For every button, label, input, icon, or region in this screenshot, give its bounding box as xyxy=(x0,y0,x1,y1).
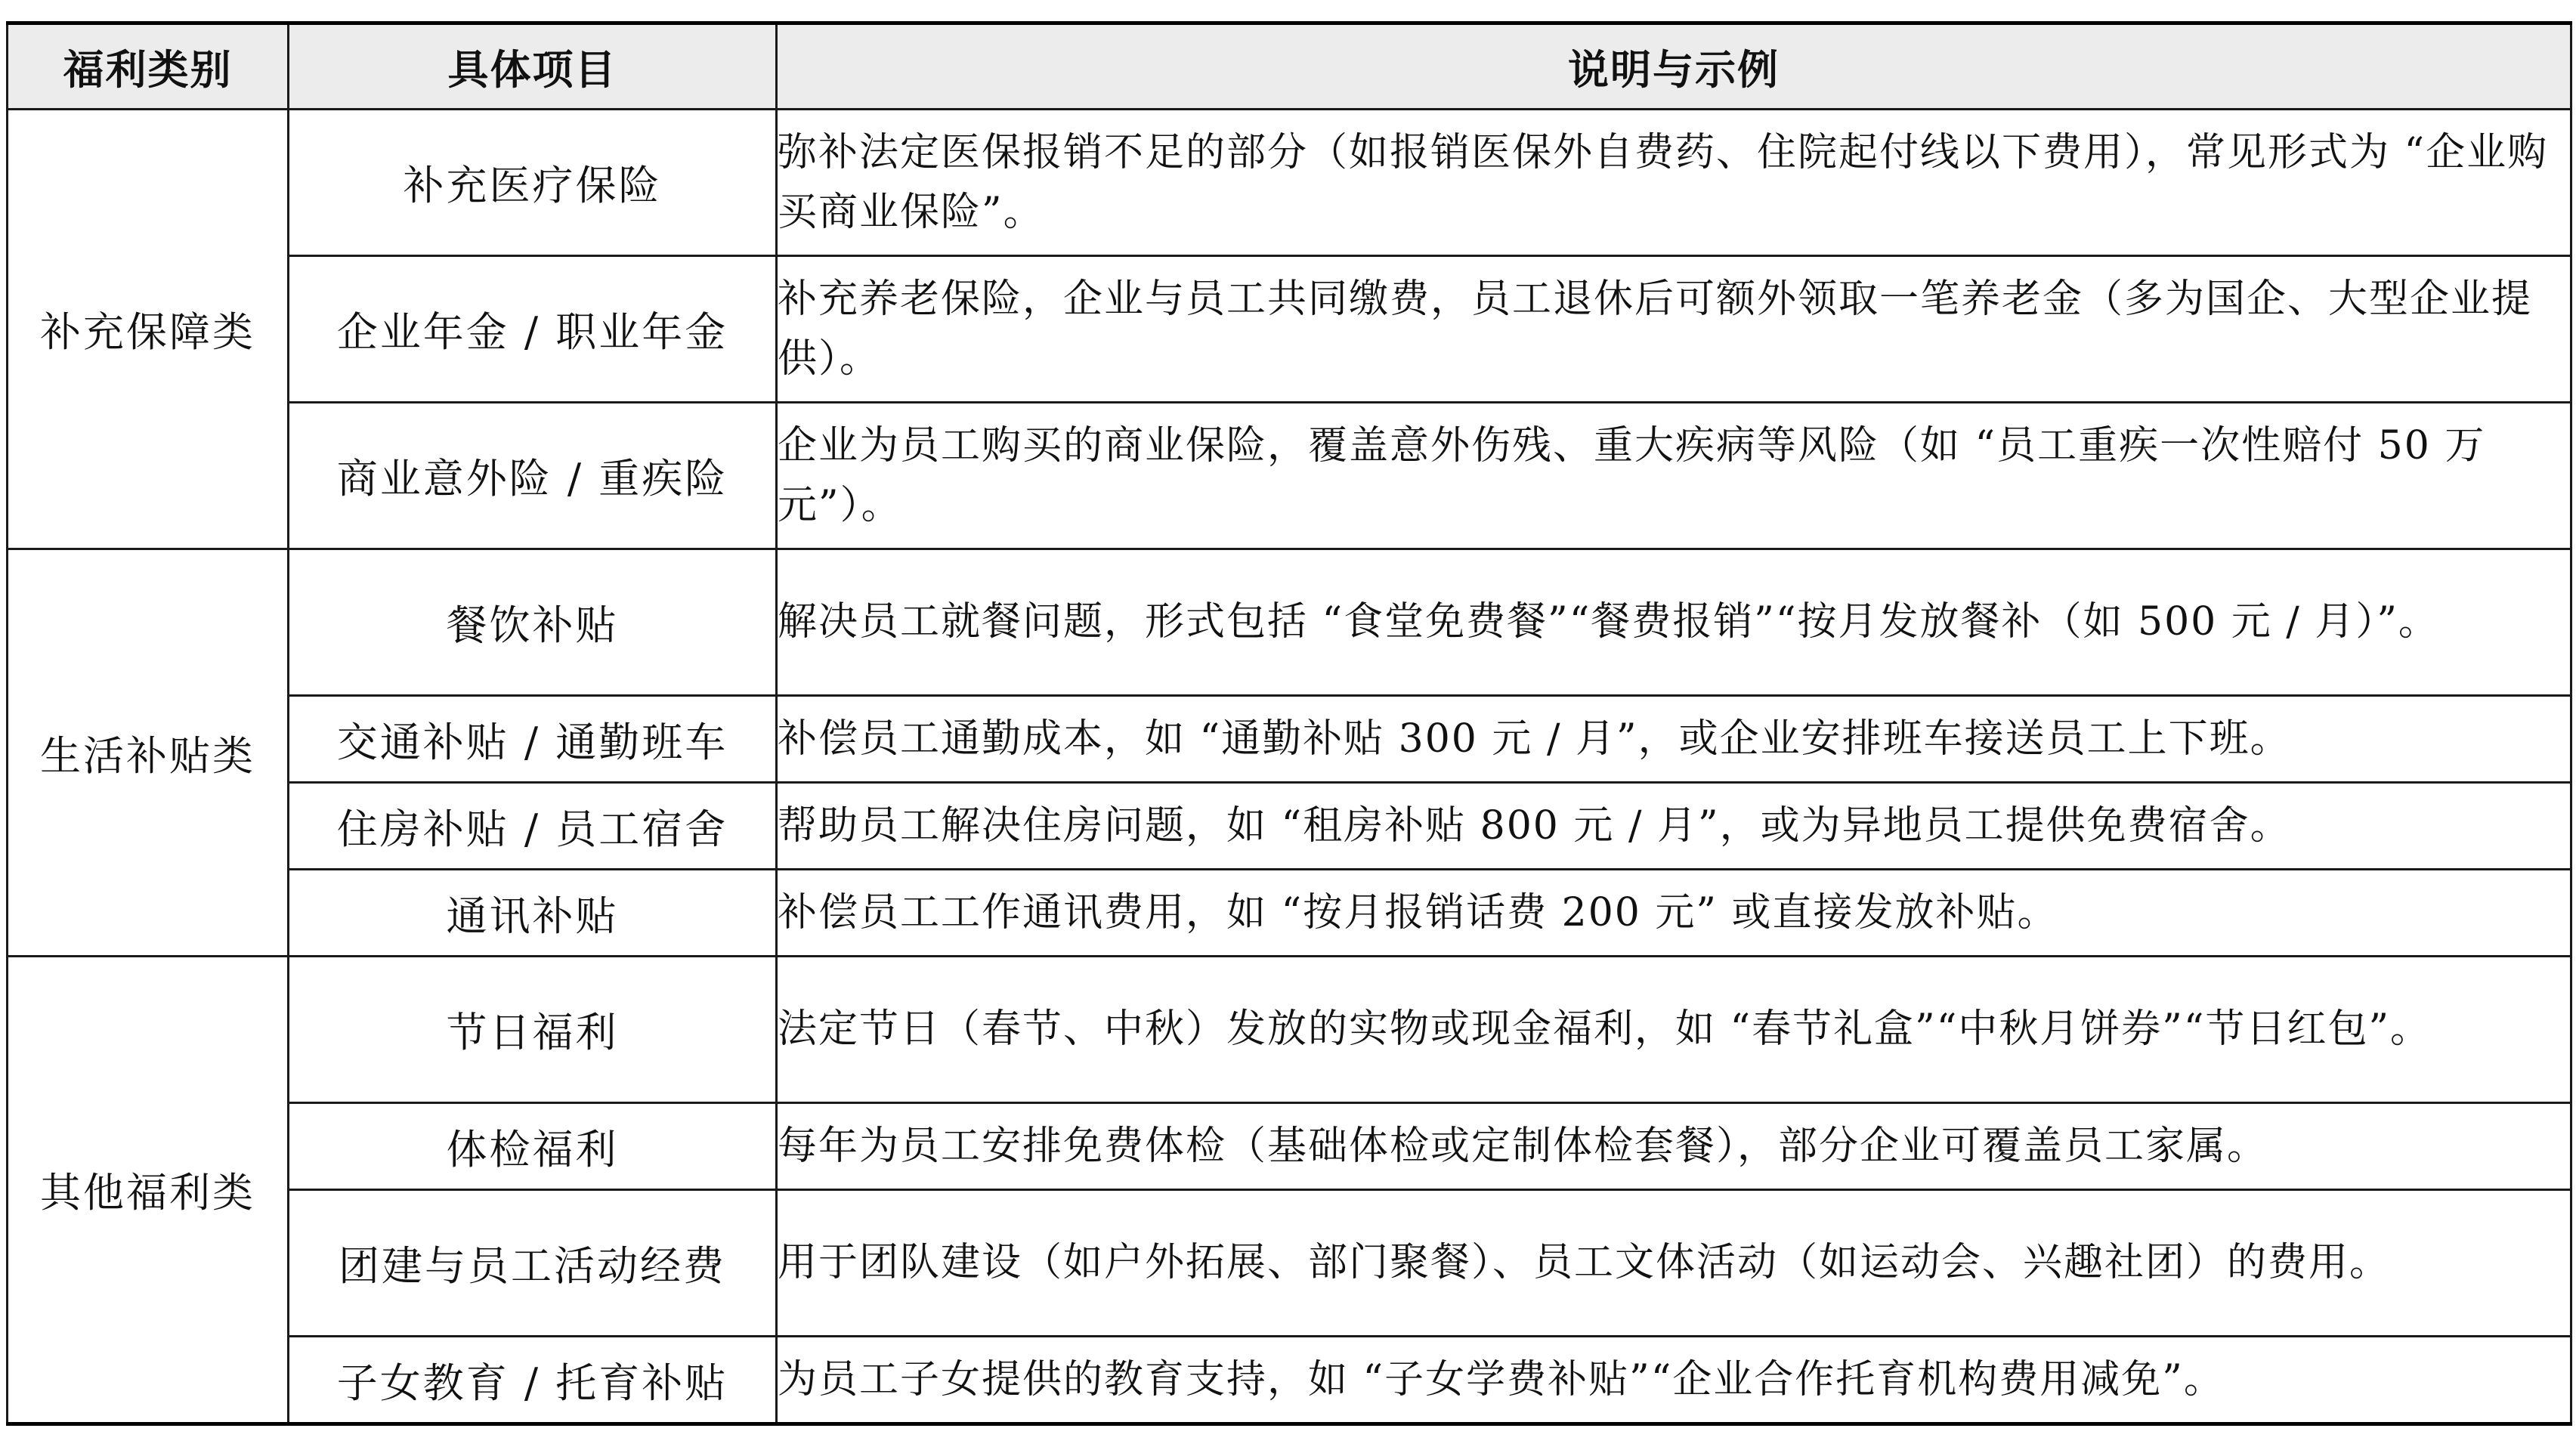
table-row xyxy=(8,256,2571,403)
benefits-table xyxy=(6,21,2572,1426)
item-cell: 节日福利 xyxy=(289,957,777,1103)
category-cell: 生活补贴类 xyxy=(8,549,289,957)
item-cell: 通讯补贴 xyxy=(289,870,777,957)
table-row xyxy=(8,1337,2571,1424)
table-row xyxy=(8,957,2571,1103)
category-cell: 其他福利类 xyxy=(8,957,289,1424)
item-cell: 商业意外险 / 重疾险 xyxy=(289,403,777,549)
description-cell: 法定节日（春节、中秋）发放的实物或现金福利，如 “春节礼盒”“中秋月饼券”“节日红包”。 xyxy=(777,957,2571,1103)
description-cell: 补充养老保险，企业与员工共同缴费，员工退休后可额外领取一笔养老金（多为国企、大型企业提供）。 xyxy=(777,256,2571,403)
header-category: 福利类别 xyxy=(8,23,289,110)
item-cell: 餐饮补贴 xyxy=(289,549,777,696)
table-header-row xyxy=(8,23,2571,110)
table-row xyxy=(8,549,2571,696)
description-cell: 每年为员工安排免费体检（基础体检或定制体检套餐），部分企业可覆盖员工家属。 xyxy=(777,1103,2571,1190)
table-row xyxy=(8,403,2571,549)
item-cell: 体检福利 xyxy=(289,1103,777,1190)
category-cell: 补充保障类 xyxy=(8,110,289,549)
item-cell: 住房补贴 / 员工宿舍 xyxy=(289,783,777,870)
description-cell: 补偿员工通勤成本，如 “通勤补贴 300 元 / 月”，或企业安排班车接送员工上下班。 xyxy=(777,696,2571,783)
description-cell: 为员工子女提供的教育支持，如 “子女学费补贴”“企业合作托育机构费用减免”。 xyxy=(777,1337,2571,1424)
table-row xyxy=(8,870,2571,957)
description-cell: 补偿员工工作通讯费用，如 “按月报销话费 200 元” 或直接发放补贴。 xyxy=(777,870,2571,957)
description-cell: 企业为员工购买的商业保险，覆盖意外伤残、重大疾病等风险（如 “员工重疾一次性赔付 50 万元”）。 xyxy=(777,403,2571,549)
item-cell: 子女教育 / 托育补贴 xyxy=(289,1337,777,1424)
item-cell: 企业年金 / 职业年金 xyxy=(289,256,777,403)
description-cell: 弥补法定医保报销不足的部分（如报销医保外自费药、住院起付线以下费用），常见形式为 “企业购买商业保险”。 xyxy=(777,110,2571,256)
item-cell: 团建与员工活动经费 xyxy=(289,1190,777,1337)
table-row xyxy=(8,783,2571,870)
table-row xyxy=(8,110,2571,256)
description-cell: 解决员工就餐问题，形式包括 “食堂免费餐”“餐费报销”“按月发放餐补（如 500 元 / 月）”。 xyxy=(777,549,2571,696)
table-row xyxy=(8,1103,2571,1190)
item-cell: 补充医疗保险 xyxy=(289,110,777,256)
header-item: 具体项目 xyxy=(289,23,777,110)
header-description: 说明与示例 xyxy=(777,23,2571,110)
table-row xyxy=(8,696,2571,783)
description-cell: 帮助员工解决住房问题，如 “租房补贴 800 元 / 月”，或为异地员工提供免费宿舍。 xyxy=(777,783,2571,870)
table-row xyxy=(8,1190,2571,1337)
item-cell: 交通补贴 / 通勤班车 xyxy=(289,696,777,783)
description-cell: 用于团队建设（如户外拓展、部门聚餐）、员工文体活动（如运动会、兴趣社团）的费用。 xyxy=(777,1190,2571,1337)
